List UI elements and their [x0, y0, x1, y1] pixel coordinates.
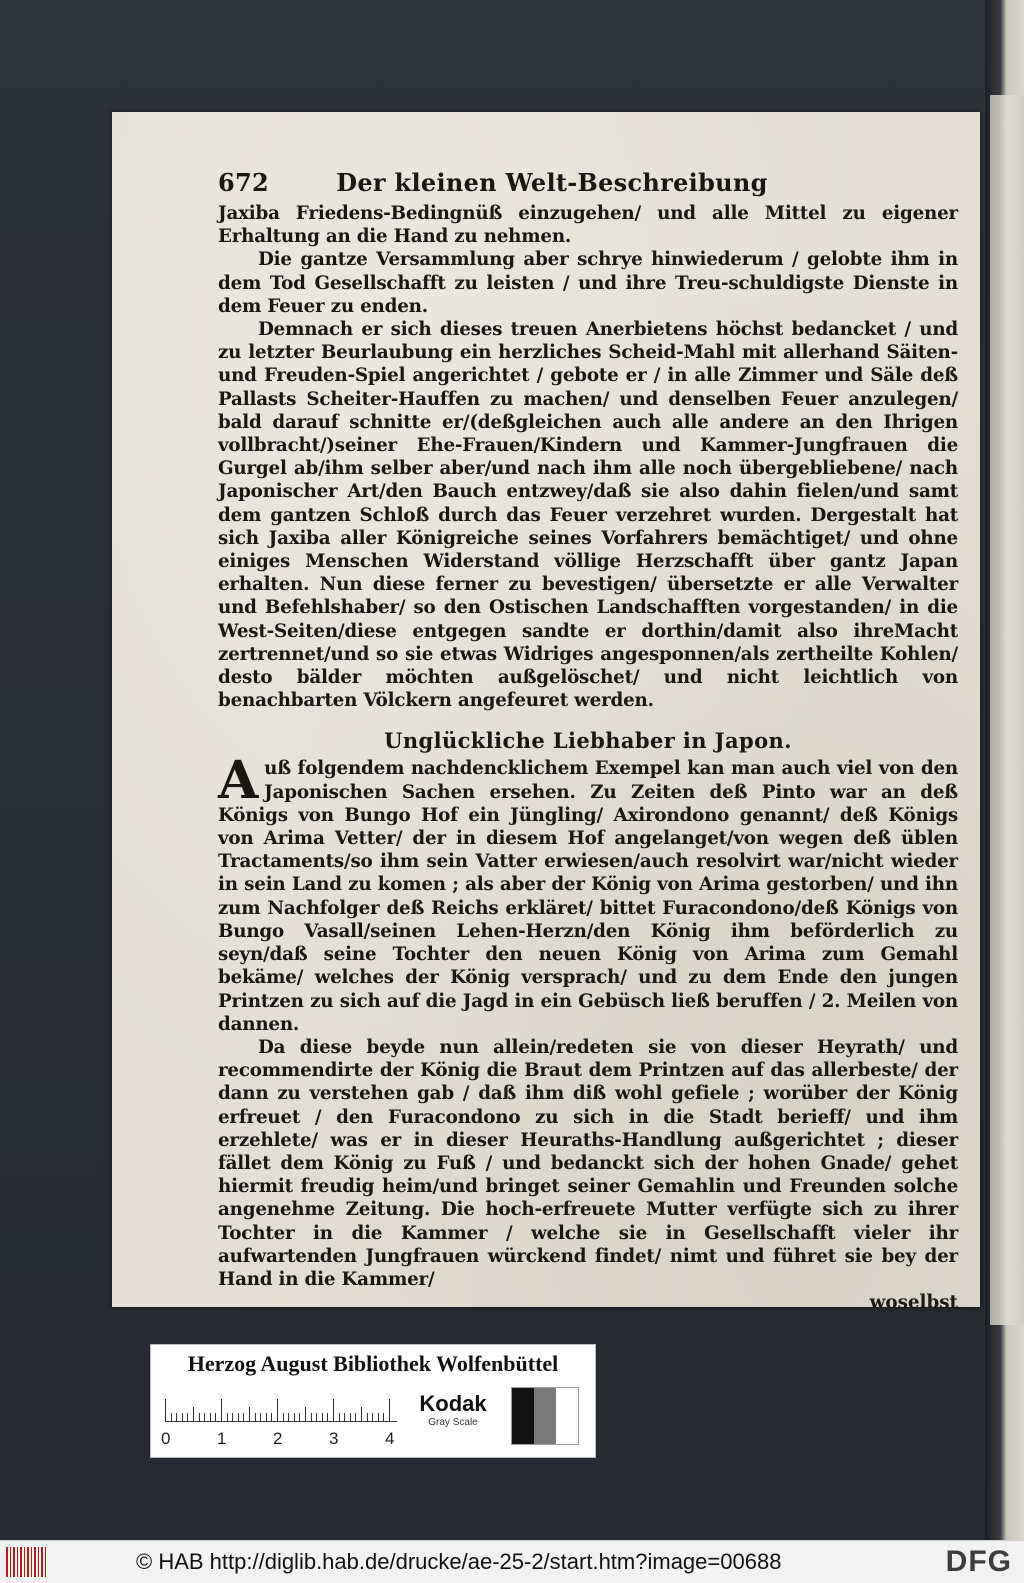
- drop-cap: A: [218, 750, 259, 812]
- ruler-tick: [193, 1407, 194, 1421]
- ruler-tick: [176, 1413, 177, 1421]
- ruler-tick: [266, 1413, 267, 1421]
- gray-scale-swatches: [511, 1387, 579, 1445]
- ruler-tick: [305, 1407, 306, 1421]
- color-calibration-card: [150, 1344, 596, 1458]
- ruler-tick: [255, 1413, 256, 1421]
- running-head-title: Der kleinen Welt-Beschreibung: [336, 168, 768, 197]
- kodak-subtitle: Gray Scale: [428, 1417, 478, 1428]
- ruler-tick: [294, 1413, 295, 1421]
- ruler-tick: [238, 1413, 239, 1421]
- ruler-tick: [339, 1413, 340, 1421]
- gray-swatch: [512, 1388, 534, 1444]
- ruler-tick: [327, 1413, 328, 1421]
- ruler-number: 1: [217, 1429, 227, 1448]
- paragraph: Da diese beyde nun allein/redeten sie von dieser Heyrath/ und recommendirte der König die Braut dem Printzen auf das allerbeste/ der dann zu verstehen gab / daß ihm diß wohl gefiele ; worüber der König erfreuet / den Furacondono zu sich in die Stadt berieff/ und ihm erzehlete/ was er in dieser Heuraths-Handlung außgerichtet ; dieser fället dem König zu Fuß / und bedanckt sich der hohen Gnade/ gehet hiermit freudig heim/und bringet seiner Gemahlin und Freunden solche angenehme Zeitung. Die hoch-erfreuete Mutter verfügte sich zu ihrer Tochter in die Kammer / welche sie in Gesellschafft vieler ihr aufwartenden Jungfrauen würckend findet/ nimt und führet sie bey der Hand in die Kammer/: [218, 1036, 958, 1290]
- ruler-baseline: [165, 1421, 397, 1422]
- paragraph: Die gantze Versammlung aber schrye hinwiederum / gelobte ihm in dem Tod Gesellschafft zu leisten / und ihre Treu-schuldigste Dienste in dem Feuer zu enden.: [218, 249, 958, 317]
- ruler-tick: [232, 1413, 233, 1421]
- ruler-tick: [182, 1413, 183, 1421]
- ruler-tick: [171, 1413, 172, 1421]
- paragraph: Jaxiba Friedens-Bedingnüß einzugehen/ und alle Mittel zu eigener Erhaltung an die Hand zu nehmen.: [218, 203, 958, 248]
- ruler-tick: [355, 1413, 356, 1421]
- ruler-number: 0: [161, 1429, 171, 1448]
- ruler-numbers: [161, 1429, 401, 1449]
- kodak-brand: Kodak: [419, 1391, 487, 1416]
- running-head: [218, 168, 958, 202]
- ruler-tick: [165, 1399, 166, 1421]
- ruler-tick: [221, 1399, 222, 1421]
- ruler-tick: [383, 1413, 384, 1421]
- page-number: 672: [218, 168, 269, 197]
- ruler-tick: [367, 1413, 368, 1421]
- ruler-tick: [210, 1413, 211, 1421]
- gray-swatch: [534, 1388, 556, 1444]
- paragraph: Demnach er sich dieses treuen Anerbietens höchst bedancket / und zu letzter Beurlaubung ein herzliches Scheid-Mahl mit allerhand Säiten- und Freuden-Spiel angerichtet / gebote er / in alle Zimmer und Säle deß Pallasts Scheiter-Hauffen zu machen/ und denselben Feuer anzulegen/ bald darauf schnitte er/(deßgleichen auch alle andere an den Ihrigen vollbracht/)seiner Ehe-Frauen/Kindern und Kammer-Jungfrauen die Gurgel ab/ihm selber aber/und nach ihm alle noch übergebliebene/ nach Japonischer Art/den Bauch entzwey/daß sie also dahin fielen/und samt dem gantzen Schloß durch das Feuer verzehret wurden. Dergestalt hat sich Jaxiba aller Königreiche seines Vorfahrers bemächtiget/ und ohne einiges Menschen Widerstand völlige Herzschafft über gantz Japan erhalten. Nun diese ferner zu bevestigen/ übersetzte er alle Verwalter und Befehlshaber/ so den Ostischen Landschafften vorgestanden/ in die West-Seiten/diese entgegen sandte er dorthin/damit also ihreMacht zertrennet/und so sie etwas Widriges angesponnen/als zertheilte Kohlen/ desto bälder möchten außgelöschet/ und nicht leichtlich von benachbarten Völckern angefeuret werden.: [218, 319, 958, 712]
- ruler-tick: [199, 1413, 200, 1421]
- ruler-tick: [187, 1413, 188, 1421]
- library-name: Herzog August Bibliothek Wolfenbüttel: [187, 1351, 559, 1376]
- ruler-tick: [344, 1413, 345, 1421]
- ruler-tick: [372, 1413, 373, 1421]
- ruler-tick: [277, 1399, 278, 1421]
- ruler-tick: [299, 1413, 300, 1421]
- ruler-tick: [215, 1413, 216, 1421]
- ruler-tick: [350, 1413, 351, 1421]
- ruler-tick: [378, 1413, 379, 1421]
- ruler-tick: [243, 1413, 244, 1421]
- catchword: woselbst: [869, 1292, 958, 1314]
- ruler-tick: [283, 1413, 284, 1421]
- paragraph-text: uß folgendem nachdencklichem Exempel kan man auch viel von den Japonischen Sachen ersehen. Zu Zeiten deß Pinto war an deß Königs von Bungo Hof ein Jüngling/ Axirondono genannt/ deß Königs von Arima Vetter/ der in diesem Hof angelanget/von wegen deß üblen Tractaments/so ihm sein Vatter erwiesen/auch resolvirt war/nicht wieder in sein Land zu komen ; als aber der König von Arima gestorben/ und ihn zum Nachfolger deß Reichs erkläret/ bittet Furacondono/deß Königs von Bungo Vasall/seinen Lehen-Herzn/den König ihm beförderlich zu seyn/daß seine Tochter den neuen König von Arima zum Gemahl bekäme/ welches der König versprach/ und zu dem Ende den jungen Printzen zu sich auf die Jagd in ein Gebüsch ließ beruffen / 2. Meilen von dannen.: [218, 758, 958, 1035]
- ruler-tick: [333, 1399, 334, 1421]
- book-page: [112, 112, 980, 1314]
- paragraph-with-initial: [218, 750, 958, 1035]
- ruler-tick: [204, 1413, 205, 1421]
- ruler-tick: [322, 1413, 323, 1421]
- ruler-tick: [316, 1413, 317, 1421]
- ruler-tick: [389, 1399, 390, 1421]
- ruler-tick: [288, 1413, 289, 1421]
- ruler-number: 3: [329, 1429, 339, 1448]
- ruler-number: 2: [273, 1429, 283, 1448]
- gray-swatch: [556, 1388, 578, 1444]
- footer-bar: [0, 1540, 1024, 1583]
- ruler-tick: [227, 1413, 228, 1421]
- ruler-number: 4: [385, 1429, 395, 1448]
- barcode-icon: [6, 1547, 48, 1577]
- ruler-tick: [271, 1413, 272, 1421]
- ruler-tick: [260, 1413, 261, 1421]
- next-page-edge: [990, 95, 1024, 1325]
- dfg-logo: DFG: [945, 1545, 1012, 1578]
- copyright-link[interactable]: © HAB http://diglib.hab.de/drucke/ae-25-2/start.htm?image=00688: [136, 1549, 782, 1574]
- ruler-tick: [311, 1413, 312, 1421]
- ruler-tick: [361, 1407, 362, 1421]
- kodak-label: [413, 1391, 493, 1428]
- scale-ruler: [165, 1395, 397, 1423]
- ruler-tick: [249, 1407, 250, 1421]
- page-text-block: [218, 168, 958, 1314]
- section-heading: Unglückliche Liebhaber in Japon.: [384, 728, 792, 754]
